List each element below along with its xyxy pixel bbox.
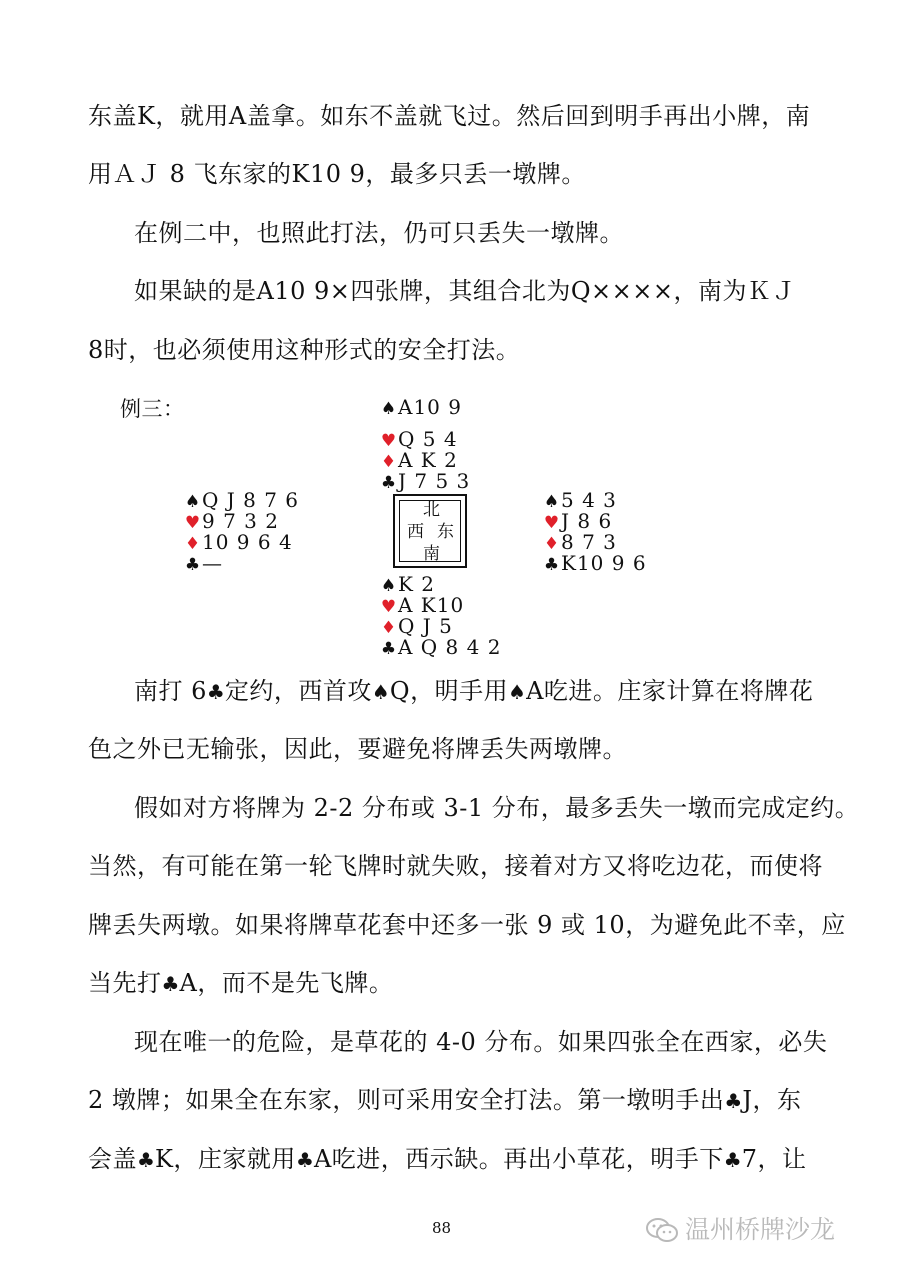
north-diamonds: A K 2 bbox=[398, 448, 458, 472]
west-spades: Q J 8 7 6 bbox=[202, 488, 300, 512]
diamond-icon: ♦ bbox=[543, 534, 561, 554]
text-seg: Q，明手用 bbox=[389, 677, 509, 705]
heart-icon: ♥ bbox=[184, 513, 202, 533]
heart-icon: ♥ bbox=[380, 431, 398, 451]
east-spades: 5 4 3 bbox=[561, 488, 617, 512]
club-icon: ♣ bbox=[380, 639, 398, 659]
spade-icon: ♠ bbox=[508, 680, 527, 704]
west-diamonds: 10 9 6 4 bbox=[202, 530, 293, 554]
text-seg: 7，让 bbox=[741, 1145, 807, 1173]
south-hearts: A K10 bbox=[398, 593, 465, 617]
page-number: 88 bbox=[432, 1219, 452, 1237]
text-line-10: 牌丢失两墩。如果将牌草花套中还多一张 9 或 10，为避免此不幸，应 bbox=[88, 911, 846, 939]
text-seg: J，东 bbox=[742, 1086, 802, 1114]
spade-icon: ♠ bbox=[380, 399, 398, 419]
diamond-icon: ♦ bbox=[380, 618, 398, 638]
text-line-9: 当然，有可能在第一轮飞牌时就失败，接着对方又将吃边花，而使将 bbox=[88, 852, 823, 880]
west-clubs: — bbox=[202, 551, 223, 575]
spade-icon: ♠ bbox=[380, 576, 398, 596]
text-seg: 南打 6 bbox=[134, 677, 207, 705]
east-clubs: K10 9 6 bbox=[561, 551, 647, 575]
text-seg: A吃进。庄家计算在将牌花 bbox=[526, 677, 814, 705]
text-seg: 定约，西首攻 bbox=[224, 677, 372, 705]
example-label: 例三： bbox=[120, 397, 185, 421]
east-hand bbox=[543, 490, 647, 574]
compass-west: 西 bbox=[407, 522, 424, 542]
diamond-icon: ♦ bbox=[380, 452, 398, 472]
spade-icon: ♠ bbox=[371, 680, 391, 704]
text-line-1: 东盖K，就用A盖拿。如东不盖就飞过。然后回到明手再出小牌，南 bbox=[88, 102, 811, 130]
chat-bubble-icon bbox=[645, 1217, 679, 1243]
text-line-13 bbox=[88, 1085, 900, 1116]
text-seg: A，而不是先飞牌。 bbox=[179, 969, 394, 997]
north-hearts: Q 5 4 bbox=[398, 427, 458, 451]
south-hand bbox=[380, 574, 501, 658]
text-seg: 会盖 bbox=[88, 1145, 137, 1173]
diamond-icon: ♦ bbox=[184, 534, 202, 554]
heart-icon: ♥ bbox=[543, 513, 561, 533]
club-icon: ♣ bbox=[295, 1148, 315, 1172]
north-spades: A10 9 bbox=[398, 395, 462, 419]
watermark bbox=[645, 1210, 835, 1246]
club-icon: ♣ bbox=[724, 1089, 743, 1113]
text-line-6 bbox=[134, 676, 900, 707]
text-line-7: 色之外已无输张，因此，要避免将牌丢失两墩牌。 bbox=[88, 735, 627, 763]
watermark-text: 温州桥牌沙龙 bbox=[685, 1215, 836, 1244]
compass-box bbox=[393, 494, 467, 568]
south-diamonds: Q J 5 bbox=[398, 614, 453, 638]
north-clubs: J 7 5 3 bbox=[398, 469, 471, 493]
compass-north: 北 bbox=[423, 500, 440, 520]
text-seg: 当先打 bbox=[88, 969, 162, 997]
south-clubs: A Q 8 4 2 bbox=[398, 635, 502, 659]
spade-icon: ♠ bbox=[184, 492, 202, 512]
text-seg: A吃进，西示缺。再出小草花，明手下 bbox=[313, 1145, 724, 1173]
spade-icon: ♠ bbox=[543, 492, 561, 512]
club-icon: ♣ bbox=[543, 555, 561, 575]
south-spades: K 2 bbox=[398, 572, 436, 596]
text-line-14 bbox=[88, 1144, 900, 1175]
east-hearts: J 8 6 bbox=[561, 509, 613, 533]
compass-south: 南 bbox=[423, 544, 440, 564]
text-line-4: 如果缺的是A10 9×四张牌，其组合北为Q××××，南为ＫＪ bbox=[134, 277, 796, 305]
club-icon: ♣ bbox=[184, 555, 202, 575]
compass-east: 东 bbox=[437, 522, 454, 542]
club-icon: ♣ bbox=[723, 1148, 743, 1172]
west-hand bbox=[184, 490, 299, 574]
north-hand bbox=[380, 397, 470, 492]
west-hearts: 9 7 3 2 bbox=[202, 509, 279, 533]
text-line-8: 假如对方将牌为 2-2 分布或 3-1 分布，最多丢失一墩而完成定约。 bbox=[134, 794, 860, 822]
heart-icon: ♥ bbox=[380, 597, 398, 617]
text-line-11 bbox=[88, 968, 900, 999]
text-seg: K，庄家就用 bbox=[155, 1145, 296, 1173]
text-line-12: 现在唯一的危险，是草花的 4-0 分布。如果四张全在西家，必失 bbox=[134, 1028, 828, 1056]
text-seg: 2 墩牌；如果全在东家，则可采用安全打法。第一墩明手出 bbox=[88, 1086, 725, 1114]
club-icon: ♣ bbox=[380, 473, 398, 493]
east-diamonds: 8 7 3 bbox=[561, 530, 617, 554]
text-line-2: 用ＡＪ 8 飞东家的K10 9，最多只丢一墩牌。 bbox=[88, 160, 586, 188]
text-line-3: 在例二中，也照此打法，仍可只丢失一墩牌。 bbox=[134, 219, 624, 247]
club-icon: ♣ bbox=[137, 1148, 156, 1172]
club-icon: ♣ bbox=[161, 972, 180, 996]
text-line-5: 8时，也必须使用这种形式的安全打法。 bbox=[88, 336, 521, 364]
club-icon: ♣ bbox=[206, 680, 226, 704]
